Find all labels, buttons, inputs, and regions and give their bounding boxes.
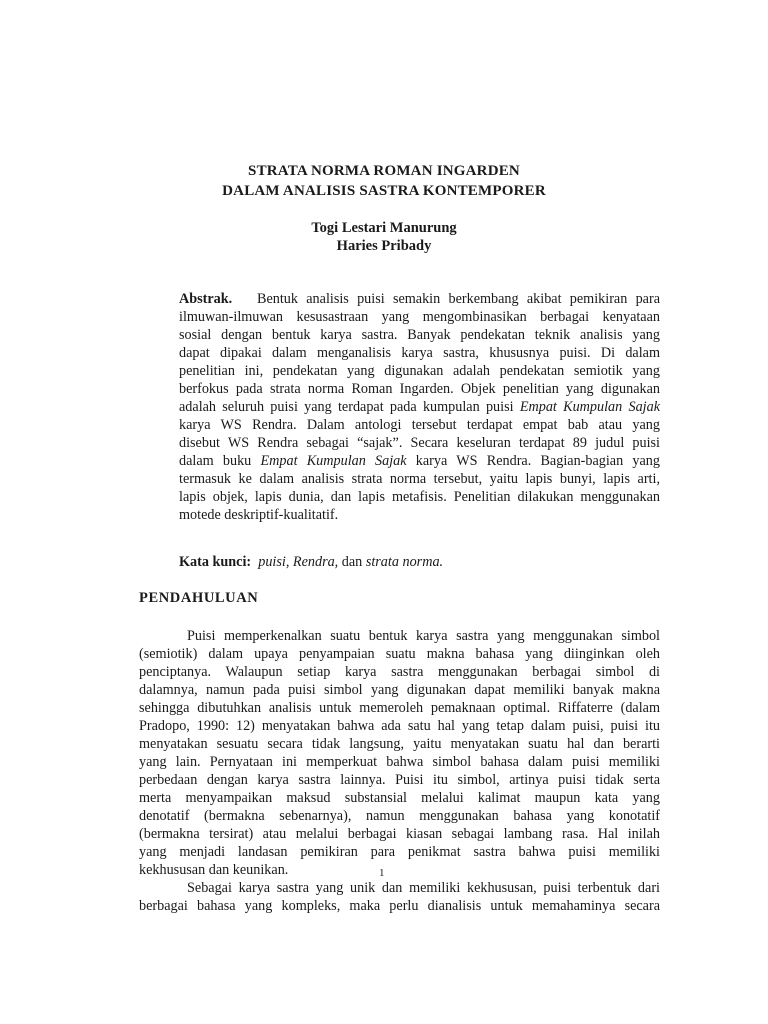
abstract-line-4: dapat dipakai dalam menganalisis karya sastra, khususnya puisi. Di dalam [179, 345, 660, 361]
keyword-and: dan [338, 554, 366, 570]
abstract-line-3: sosial dengan bentuk karya sastra. Banyak pendekatan teknik analisis yang [179, 327, 660, 343]
keyword-2: strata norma. [365, 554, 444, 570]
body-line-15: Sebagai karya sastra yang unik dan memiliki kekhususan, puisi terbentuk dari [187, 880, 660, 896]
page-number: 1 [379, 867, 385, 879]
abstract-line-10 [179, 452, 660, 470]
abstract-line-13: motede deskriptif-kualitatif. [179, 507, 339, 523]
author-2: Haries Pribady [336, 238, 432, 254]
keywords [179, 553, 443, 571]
section-heading: PENDAHULUAN [139, 590, 259, 606]
body-line-7: menyatakan sesuatu secara tidak langsung, yaitu menyatakan suatu hal dan berarti [139, 736, 660, 752]
abstract-line-11: termasuk ke dalam analisis strata norma tersebut, yaitu lapis bunyi, lapis arti, [179, 471, 660, 487]
abstract-line-10-pre: dalam buku [179, 453, 261, 469]
abstract-line-5: penelitian ini, pendekatan yang digunakan adalah pendekatan semiotik yang [179, 363, 660, 379]
body-line-5: sehingga dibutuhkan analisis untuk memeroleh pemaknaan optimal. Riffaterre (dalam [139, 700, 660, 716]
book-title: Empat Kumpulan Sajak [260, 453, 407, 469]
body-line-8: yang lain. Pernyataan ini memperkuat bahwa simbol bahasa dalam puisi memiliki [139, 754, 660, 770]
body-line-14: kekhususan dan keunikan. [139, 862, 289, 878]
body-line-3: penciptanya. Walaupun setiap karya sastra menggunakan berbagai simbol di [139, 664, 660, 680]
body-line-4: dalamnya, namun pada puisi simbol yang digunakan dapat memiliki banyak makna [139, 682, 660, 698]
abstract-text: Bentuk analisis puisi semakin berkembang akibat pemikiran para [257, 291, 660, 307]
abstract-line-7 [179, 398, 660, 416]
abstract-line-6: berfokus pada strata norma Roman Ingarden. Objek penelitian yang digunakan [179, 381, 660, 397]
book-title: Empat Kumpulan Sajak [519, 399, 661, 415]
body-line-9: perbedaan dengan karya sastra lainnya. Puisi itu simbol, artinya puisi tidak serta [139, 772, 660, 788]
body-line-12: (bermakna tersirat) atau melalui berbagai kiasan sebagai lambang rasa. Hal inilah [139, 826, 660, 842]
title-line-1: STRATA NORMA ROMAN INGARDEN [248, 163, 520, 179]
abstract-line-8: karya WS Rendra. Dalam antologi tersebut terdapat empat bab atau yang [179, 417, 660, 433]
body-line-13: yang menjadi landasan pemikiran para penikmat sastra bahwa puisi memiliki [139, 844, 660, 860]
keywords-label: Kata kunci: [179, 554, 252, 570]
abstract-line-10-post: karya WS Rendra. Bagian-bagian yang [406, 453, 660, 469]
abstract-line-7-text: adalah seluruh puisi yang terdapat pada kumpulan puisi [179, 399, 520, 415]
body-line-10: merta menyampaikan maksud substansial melalui kalimat maupun kata yang [139, 790, 660, 806]
body-line-16: berbagai bahasa yang kompleks, maka perlu dianalisis untuk memahaminya secara [139, 898, 660, 914]
abstract-line-9: disebut WS Rendra sebagai “sajak”. Secara keseluran terdapat 89 judul puisi [179, 435, 660, 451]
author-1: Togi Lestari Manurung [311, 220, 457, 236]
body-line-11: denotatif (bermakna sebenarnya), namun menggunakan bahasa yang konotatif [139, 808, 660, 824]
abstract-line-12: lapis objek, lapis dunia, dan lapis metafisis. Penelitian dilakukan menggunakan [179, 489, 660, 505]
abstract-label: Abstrak. [179, 291, 233, 307]
keyword-1: puisi, Rendra, [258, 554, 339, 570]
title-line-2: DALAM ANALISIS SASTRA KONTEMPORER [222, 183, 546, 199]
body-line-1: Puisi memperkenalkan suatu bentuk karya sastra yang menggunakan simbol [187, 628, 660, 644]
abstract-line-2: ilmuwan-ilmuwan kesusastraan yang mengombinasikan berbagai kenyataan [179, 309, 660, 325]
body-line-2: (semiotik) dalam upaya penyampaian suatu makna bahasa yang diinginkan oleh [139, 646, 660, 662]
body-line-6: Pradopo, 1990: 12) menyatakan bahwa ada satu hal yang tetap dalam puisi, puisi itu [139, 718, 660, 734]
abstract-line-1 [179, 290, 660, 308]
